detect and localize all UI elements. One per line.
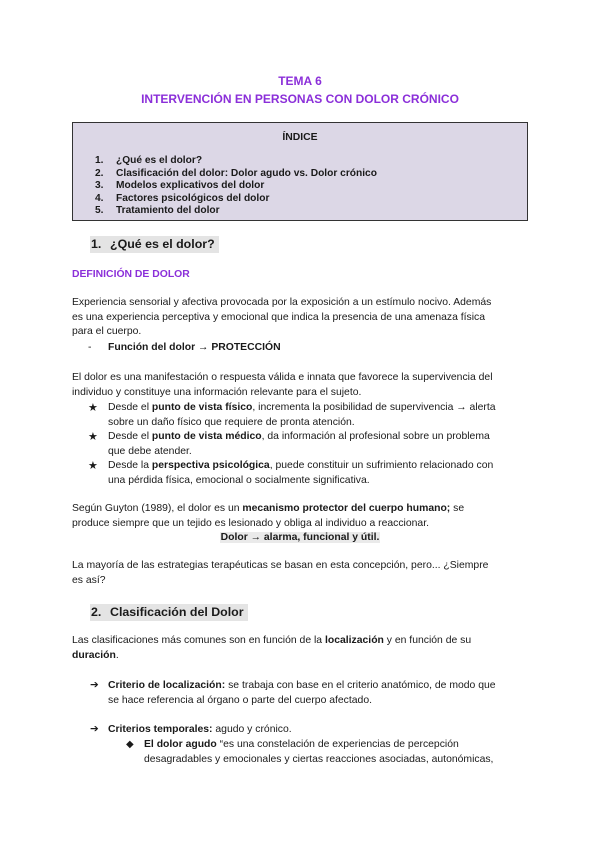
topic-number: TEMA 6 [278,74,322,88]
bullet-text: Desde el [108,431,152,443]
function-text: Función del dolor → PROTECCIÓN [108,342,281,353]
bold-span: mecanismo protector del cuerpo humano; [242,503,451,514]
index-item [95,193,377,206]
bullet-text-cont: una pérdida física, emocional o socialmente significativa. [108,474,370,486]
manifest-paragraph [72,371,532,400]
index-item [95,180,377,193]
majority-paragraph [72,559,532,588]
bullet-bold: perspectiva psicológica [151,460,270,472]
bullet-text: , da información al profesional sobre un problema [261,431,490,443]
classification-intro [72,634,532,663]
pain-summary-text: Dolor → alarma, funcional y útil. [220,532,380,543]
index-item-number: 3. [95,180,104,192]
bullet-item [88,430,534,459]
bullet-bold: punto de vista físico [151,402,253,413]
index-item-number: 2. [95,167,104,179]
text-line: La mayoría de las estrategias terapéuticas se basan en esta concepción, pero... ¿Siempre [72,560,489,571]
bullet-list [88,401,534,489]
index-item [95,168,377,181]
definition-title: DEFINICIÓN DE DOLOR [72,269,190,280]
bullet-text: , puede constituir un sufrimiento relacionado con [269,460,494,472]
arrow-icon: ➔ [90,680,99,691]
text-span: . [115,649,119,661]
acute-pain-item [126,738,493,767]
star-icon: ★ [88,402,98,414]
bullet-bold: punto de vista médico [151,431,262,443]
dash-marker: - [88,342,92,353]
index-item [95,155,377,168]
bullet-text-cont: que debe atender. [108,445,192,457]
function-item [88,341,281,355]
text-span: y en función de su [383,635,472,646]
bullet-item [88,401,534,430]
criterion-location [90,679,496,708]
star-icon: ★ [88,460,98,473]
bold-span: localización [324,635,384,646]
guyton-paragraph [72,502,532,531]
bullet-text: , incrementa la posibilidad de supervivencia → alerta [252,402,496,413]
section-heading-text: ¿Qué es el dolor? [110,237,215,251]
topic-title: INTERVENCIÓN EN PERSONAS CON DOLOR CRÓNICO [141,92,459,106]
text-line: es una experiencia perceptiva y emocional que indica la presencia de una amenaza física [72,311,485,323]
section-heading-1 [90,236,219,253]
text-span: Las clasificaciones más comunes son en función de la [72,635,325,646]
text-line: produce siempre que un tejido es lesionado y obliga al individuo a reaccionar. [72,517,429,529]
index-box [72,122,528,221]
text-span: se [450,503,465,514]
criterion-temporal [90,723,292,738]
index-item-label: Clasificación del dolor: Dolor agudo vs. Dolor crónico [116,167,377,179]
bold-span: duración [72,649,116,661]
index-item-label: Factores psicológicos del dolor [116,192,270,204]
bullet-text-cont: sobre un daño físico que requiere de pronta atención. [108,416,355,428]
section-heading-2 [90,604,248,621]
text-line: desagradables y emocionales y ciertas reacciones asociadas, autonómicas, [144,753,494,765]
bullet-item [88,459,534,488]
text-line: Experiencia sensorial y afectiva provocada por la exposición a un estímulo nocivo. Además [72,297,492,308]
section-number: 2. [91,605,102,619]
bold-span: Criterios temporales: [108,724,213,735]
index-item-label: ¿Qué es el dolor? [116,155,203,166]
text-line: El dolor es una manifestación o respuesta válida e innata que favorece la supervivencia del [72,372,493,383]
text-span: “es una constelación de experiencias de percepción [216,739,459,750]
index-title: ÍNDICE [282,132,318,143]
index-item-number: 1. [95,155,104,166]
text-span: agudo y crónico. [212,724,292,735]
diamond-icon: ◆ [126,739,134,750]
text-line: se hace referencia al órgano o parte del cuerpo afectado. [108,694,372,706]
definition-paragraph [72,296,532,340]
bold-span: Criterio de localización: [108,680,226,691]
index-list [95,155,377,218]
bullet-text: Desde el [108,402,152,413]
index-item [95,205,377,218]
index-item-number: 4. [95,192,104,204]
text-span: Según Guyton (1989), el dolor es un [72,503,243,514]
section-number: 1. [91,237,102,251]
pain-summary [0,531,600,545]
index-item-number: 5. [95,205,104,217]
star-icon: ★ [88,431,98,444]
bullet-text: Desde la [108,460,152,472]
index-item-label: Tratamiento del dolor [116,205,220,217]
bold-span: El dolor agudo [144,739,217,750]
section-heading-text: Clasificación del Dolor [110,605,244,619]
text-line: para el cuerpo. [72,326,142,338]
text-line: individuo y constituye una información relevante para el sujeto. [72,386,362,398]
text-line: es así? [72,574,106,586]
text-span: se trabaja con base en el criterio anatómico, de modo que [225,680,496,691]
index-item-label: Modelos explicativos del dolor [116,180,265,192]
arrow-icon: ➔ [90,724,99,735]
